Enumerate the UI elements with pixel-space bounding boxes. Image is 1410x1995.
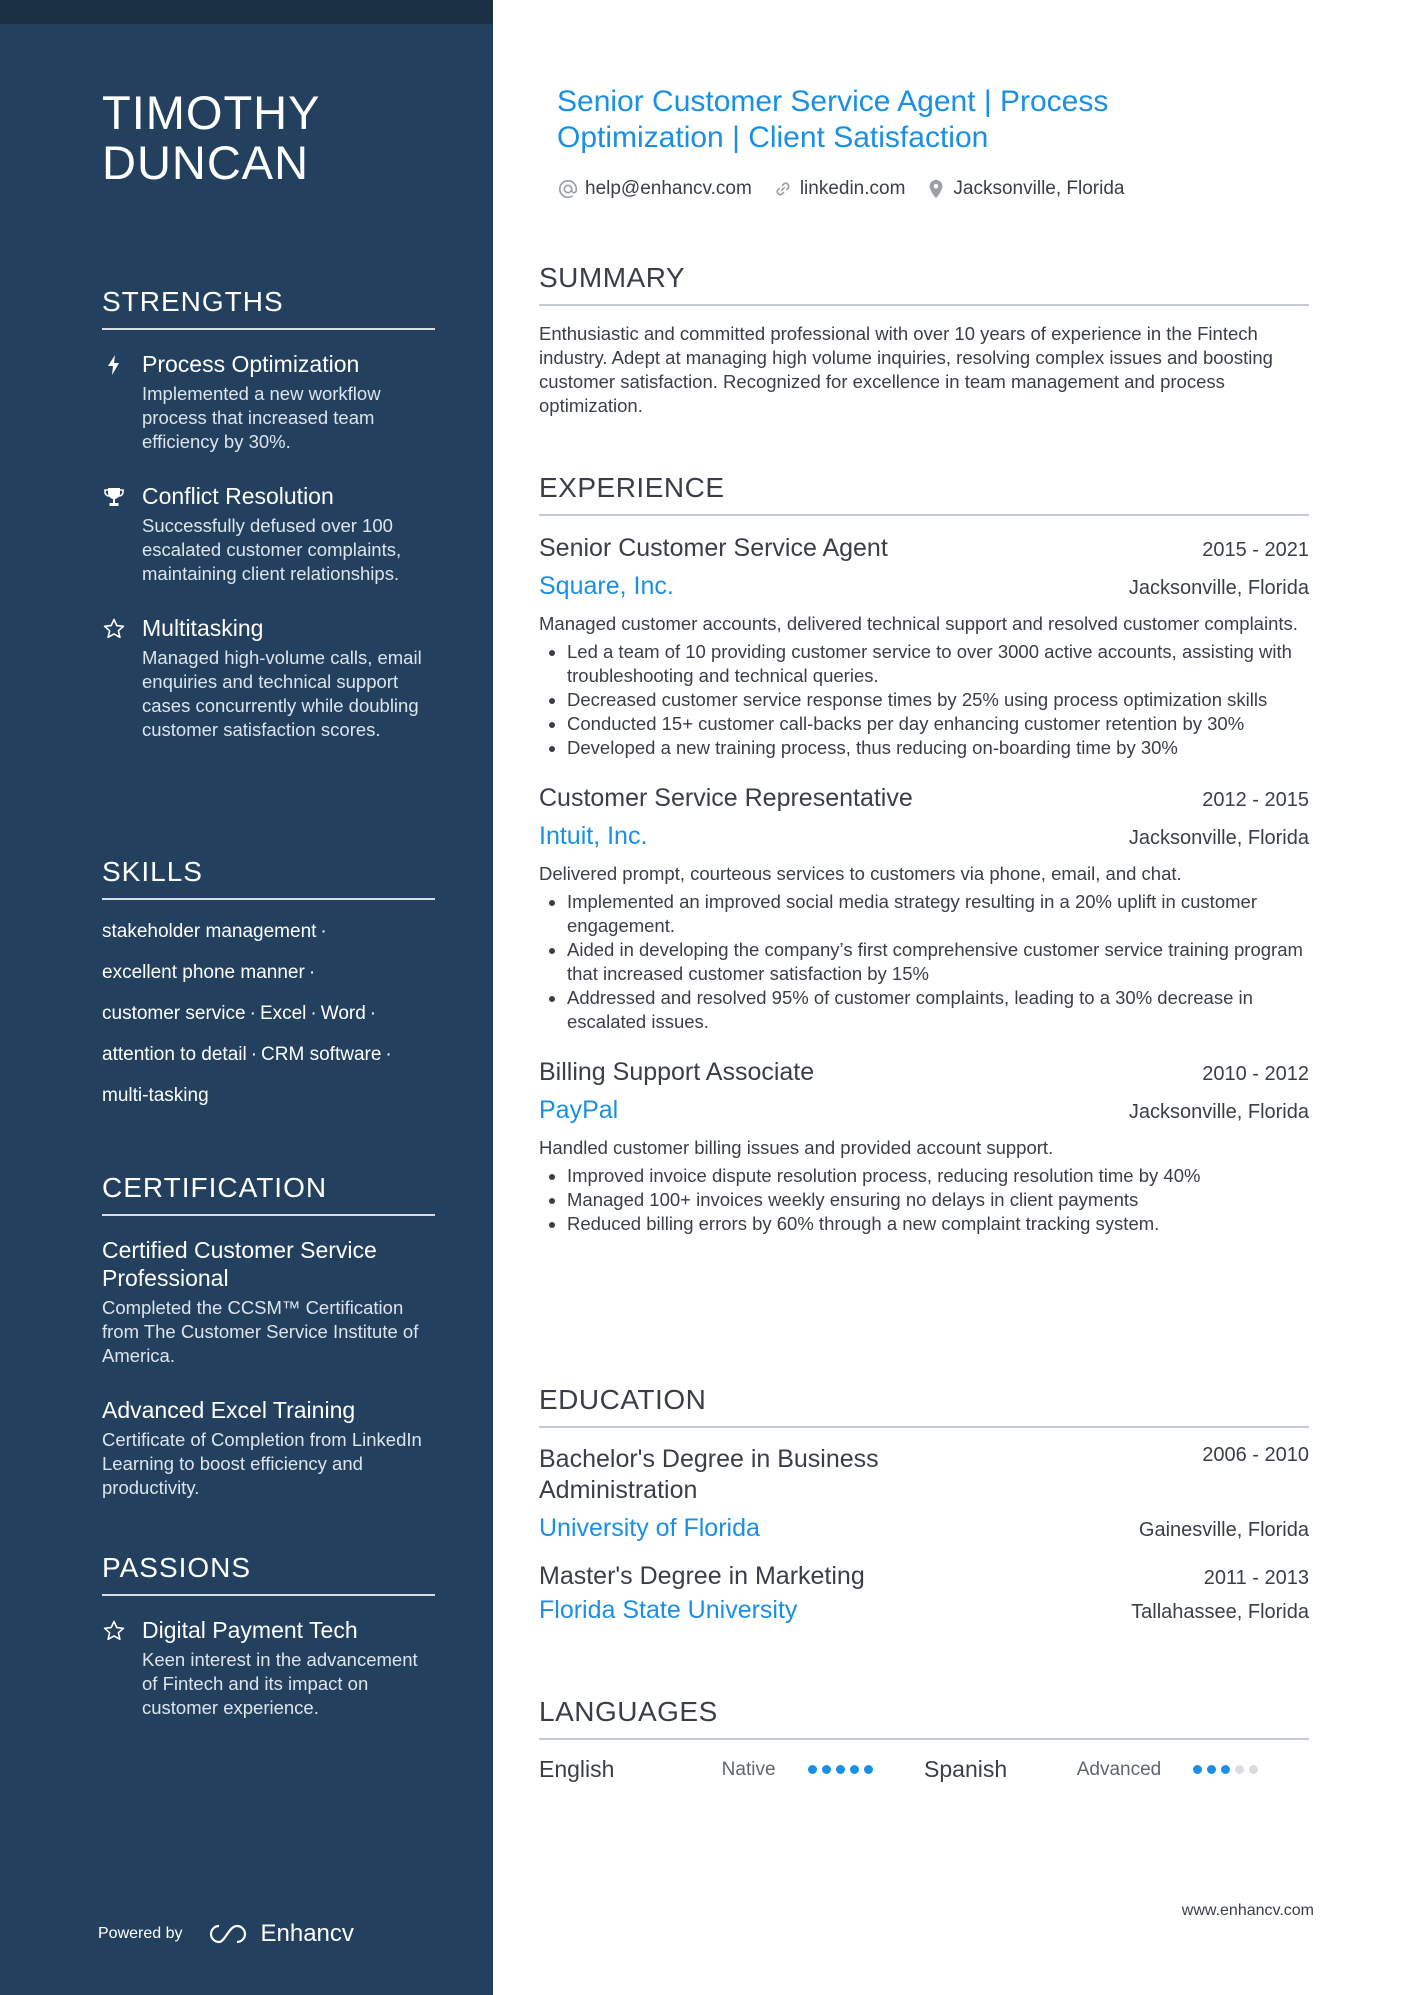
headline bbox=[557, 84, 1177, 156]
strengths-heading: STRENGTHS bbox=[102, 286, 435, 330]
job-description: Handled customer billing issues and provided account support. bbox=[539, 1137, 1054, 1158]
rating-dot-empty bbox=[1235, 1765, 1244, 1774]
job-bullet: • Decreased customer service response times by 25% using process optimization skills bbox=[567, 688, 1309, 712]
rating-dot-filled bbox=[864, 1765, 873, 1774]
strengths-section bbox=[102, 286, 435, 770]
candidate-name bbox=[102, 88, 320, 188]
education-entry bbox=[539, 1560, 1309, 1626]
job-title: Customer Service Representative bbox=[539, 784, 913, 812]
last-name: DUNCAN bbox=[102, 136, 310, 189]
powered-by bbox=[98, 1920, 354, 1948]
job-location: Jacksonville, Florida bbox=[1128, 577, 1309, 599]
company-name: Intuit, Inc. bbox=[539, 822, 648, 850]
skills-row bbox=[102, 961, 435, 985]
job-entry bbox=[539, 532, 1309, 760]
certification-section bbox=[102, 1172, 435, 1528]
skill-separator: · bbox=[320, 921, 327, 942]
language-level: Native bbox=[721, 1758, 776, 1780]
strength-item bbox=[102, 350, 435, 454]
job-bullets bbox=[539, 640, 1309, 760]
passions-section bbox=[102, 1552, 435, 1748]
education-section bbox=[539, 1384, 1309, 1642]
strength-desc: Successfully defused over 100 escalated customer complaints, maintaining client relationships. bbox=[142, 515, 402, 584]
education-heading: EDUCATION bbox=[539, 1384, 1309, 1428]
strength-title: Process Optimization bbox=[142, 351, 360, 377]
linkedin-text: linkedin.com bbox=[799, 178, 906, 199]
skill-tag: Excel bbox=[259, 1003, 307, 1024]
job-bullet: • Addressed and resolved 95% of customer complaints, leading to a 30% decrease in escalated issues. bbox=[567, 986, 1309, 1034]
company-name: Square, Inc. bbox=[539, 572, 674, 600]
degree-title: Master's Degree in Marketing bbox=[539, 1562, 865, 1590]
strength-desc: Managed high-volume calls, email enquiries and technical support cases concurrently while doubling customer satisfaction scores. bbox=[142, 647, 422, 740]
passion-item bbox=[102, 1616, 435, 1720]
contact-email[interactable] bbox=[557, 178, 752, 200]
job-bullet: • Improved invoice dispute resolution process, reducing resolution time by 40% bbox=[567, 1164, 1309, 1188]
location-text: Jacksonville, Florida bbox=[953, 178, 1125, 199]
skill-tag: Word bbox=[320, 1003, 366, 1024]
powered-by-label: Powered by bbox=[98, 1925, 183, 1942]
rating-dot-filled bbox=[808, 1765, 817, 1774]
enhancv-logo[interactable] bbox=[207, 1920, 354, 1948]
skills-heading: SKILLS bbox=[102, 856, 435, 900]
skill-tag: stakeholder management bbox=[102, 921, 317, 942]
strength-item bbox=[102, 482, 435, 586]
job-bullet: • Conducted 15+ customer call-backs per day enhancing customer retention by 30% bbox=[567, 712, 1309, 736]
skill-tag: multi-tasking bbox=[102, 1085, 209, 1106]
skills-row bbox=[102, 1002, 435, 1026]
language-name: English bbox=[539, 1756, 615, 1782]
passions-heading: PASSIONS bbox=[102, 1552, 435, 1596]
email-text: help@enhancv.com bbox=[585, 178, 752, 199]
school-name: Florida State University bbox=[539, 1596, 798, 1624]
rating-dot-empty bbox=[1249, 1765, 1258, 1774]
at-icon bbox=[557, 178, 579, 200]
job-bullet: • Reduced billing errors by 60% through a new complaint tracking system. bbox=[567, 1212, 1309, 1236]
job-bullets bbox=[539, 1164, 1309, 1236]
rating-dot-filled bbox=[850, 1765, 859, 1774]
skills-row bbox=[102, 1084, 435, 1108]
rating-dot-filled bbox=[1193, 1765, 1202, 1774]
job-bullet: • Implemented an improved social media strategy resulting in a 20% uplift in customer engagement. bbox=[567, 890, 1309, 938]
language-rating bbox=[1193, 1765, 1309, 1774]
job-dates: 2012 - 2015 bbox=[1202, 789, 1309, 811]
skill-tag: excellent phone manner bbox=[102, 962, 305, 983]
certification-item bbox=[102, 1396, 435, 1500]
certification-title: Advanced Excel Training bbox=[102, 1397, 356, 1423]
rating-dot-filled bbox=[1221, 1765, 1230, 1774]
passion-title: Digital Payment Tech bbox=[142, 1617, 358, 1643]
job-bullet: • Led a team of 10 providing customer service to over 3000 active accounts, assisting with troubleshooting and technical queries. bbox=[567, 640, 1309, 688]
certification-desc: Completed the CCSM™ Certification from The Customer Service Institute of America. bbox=[102, 1297, 419, 1366]
education-location: Gainesville, Florida bbox=[1138, 1519, 1309, 1541]
job-description: Managed customer accounts, delivered technical support and resolved customer complaints. bbox=[539, 613, 1298, 634]
summary-section bbox=[539, 262, 1309, 418]
job-title: Billing Support Associate bbox=[539, 1058, 815, 1086]
languages-section bbox=[539, 1696, 1309, 1783]
main-content bbox=[493, 0, 1410, 1995]
degree-title: Bachelor's Degree in Business Administration bbox=[539, 1445, 879, 1504]
bolt-icon bbox=[102, 353, 126, 377]
education-dates: 2011 - 2013 bbox=[1203, 1567, 1309, 1589]
skill-tag: customer service bbox=[102, 1003, 246, 1024]
headline-line: Senior Customer Service Agent | Process bbox=[557, 85, 1109, 118]
certification-item bbox=[102, 1236, 435, 1368]
star-icon bbox=[102, 617, 126, 641]
company-name: PayPal bbox=[539, 1096, 619, 1124]
rating-dot-filled bbox=[1207, 1765, 1216, 1774]
summary-heading: SUMMARY bbox=[539, 262, 1309, 306]
rating-dot-filled bbox=[836, 1765, 845, 1774]
strength-title: Multitasking bbox=[142, 615, 264, 641]
job-bullet: • Managed 100+ invoices weekly ensuring no delays in client payments bbox=[567, 1188, 1309, 1212]
job-entry bbox=[539, 782, 1309, 1034]
experience-heading: EXPERIENCE bbox=[539, 472, 1309, 516]
job-location: Jacksonville, Florida bbox=[1128, 827, 1309, 849]
skill-tag: CRM software bbox=[261, 1044, 382, 1065]
skill-separator: · bbox=[369, 1003, 377, 1024]
certification-desc: Certificate of Completion from LinkedIn Learning to boost efficiency and productivity. bbox=[102, 1429, 422, 1498]
star-icon bbox=[102, 1619, 126, 1643]
strength-desc: Implemented a new workflow process that increased team efficiency by 30%. bbox=[142, 383, 381, 452]
language-level: Advanced bbox=[1076, 1758, 1162, 1780]
job-bullets bbox=[539, 890, 1309, 1034]
skill-separator: · bbox=[310, 1003, 317, 1024]
job-title: Senior Customer Service Agent bbox=[539, 534, 888, 562]
skills-row bbox=[102, 1043, 435, 1067]
rating-dot-filled bbox=[822, 1765, 831, 1774]
skill-separator: · bbox=[250, 1044, 258, 1065]
school-name: University of Florida bbox=[539, 1514, 760, 1542]
job-bullet: • Aided in developing the company’s first comprehensive customer service training program that increased customer satisfaction by 15% bbox=[567, 938, 1309, 986]
contact-bar bbox=[557, 178, 1125, 200]
job-dates: 2010 - 2012 bbox=[1202, 1063, 1309, 1085]
strength-title: Conflict Resolution bbox=[142, 483, 334, 509]
summary-text: Enthusiastic and committed professional with over 10 years of experience in the Fintech industry. Adept at managing high volume inquiries, resolving complex issues and boosting customer satisfaction. Recognized for excellence in team management and process optimization. bbox=[539, 323, 1273, 416]
location-pin-icon bbox=[925, 178, 947, 200]
skill-separator: · bbox=[249, 1003, 256, 1024]
job-dates: 2015 - 2021 bbox=[1202, 539, 1309, 561]
skill-separator: · bbox=[308, 962, 316, 983]
certification-title: Certified Customer Service Professional bbox=[102, 1237, 377, 1291]
language-rating bbox=[808, 1765, 924, 1774]
headline-line: Optimization | Client Satisfaction bbox=[557, 121, 989, 154]
education-entry bbox=[539, 1444, 1309, 1544]
contact-location bbox=[925, 178, 1124, 200]
language-name: Spanish bbox=[924, 1756, 1008, 1782]
sidebar bbox=[0, 0, 493, 1995]
job-entry bbox=[539, 1056, 1309, 1236]
strength-item bbox=[102, 614, 435, 742]
languages-heading: LANGUAGES bbox=[539, 1696, 1309, 1740]
job-description: Delivered prompt, courteous services to customers via phone, email, and chat. bbox=[539, 863, 1182, 884]
trophy-icon bbox=[102, 485, 126, 509]
skills-section bbox=[102, 856, 435, 1125]
passion-desc: Keen interest in the advancement of Fintech and its impact on customer experience. bbox=[142, 1649, 418, 1718]
first-name: TIMOTHY bbox=[102, 86, 321, 139]
education-location: Tallahassee, Florida bbox=[1131, 1601, 1309, 1623]
link-icon bbox=[772, 178, 794, 200]
skill-separator: · bbox=[385, 1044, 392, 1065]
education-dates: 2006 - 2010 bbox=[1202, 1444, 1309, 1466]
job-bullet: • Developed a new training process, thus reducing on-boarding time by 30% bbox=[567, 736, 1309, 760]
languages-row bbox=[539, 1756, 1309, 1783]
skills-row bbox=[102, 920, 435, 944]
brand-name: Enhancv bbox=[260, 1920, 354, 1947]
experience-section bbox=[539, 472, 1309, 1258]
certification-heading: CERTIFICATION bbox=[102, 1172, 435, 1216]
website-link[interactable]: www.enhancv.com bbox=[1181, 1902, 1314, 1919]
contact-linkedin[interactable] bbox=[772, 178, 906, 200]
job-location: Jacksonville, Florida bbox=[1128, 1101, 1309, 1123]
enhancv-logo-icon bbox=[207, 1922, 253, 1946]
skill-tag: attention to detail bbox=[102, 1044, 247, 1065]
